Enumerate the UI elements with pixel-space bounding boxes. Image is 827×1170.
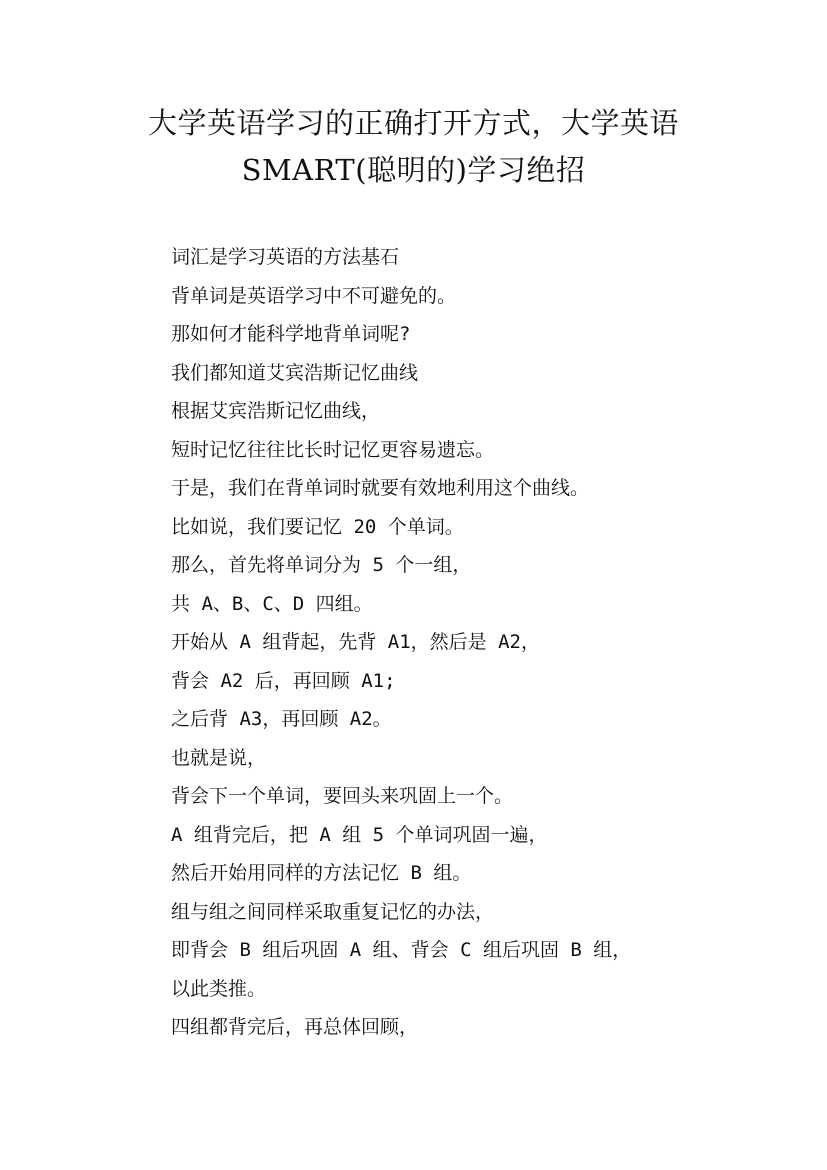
body-line: 短时记忆往往比长时记忆更容易遗忘。	[171, 438, 495, 461]
document-title	[40, 100, 787, 194]
body-line: 我们都知道艾宾浩斯记忆曲线	[171, 361, 419, 384]
document-body	[171, 238, 771, 1047]
body-line: 即背会 B 组后巩固 A 组、背会 C 组后巩固 B 组，	[171, 939, 632, 961]
body-line: 也就是说，	[171, 746, 267, 769]
body-line: 词汇是学习英语的方法基石	[171, 246, 400, 268]
body-line: 根据艾宾浩斯记忆曲线，	[171, 400, 381, 422]
body-line: 四组都背完后，再总体回顾，	[171, 1016, 419, 1038]
body-line: 组与组之间同样采取重复记忆的办法，	[171, 900, 495, 923]
body-line: 以此类推。	[171, 977, 267, 1000]
body-line: 那么，首先将单词分为 5 个一组，	[171, 554, 472, 576]
body-line: 于是，我们在背单词时就要有效地利用这个曲线。	[171, 477, 590, 499]
body-line: 开始从 A 组背起，先背 A1，然后是 A2，	[171, 631, 540, 653]
body-line: 背单词是英语学习中不可避免的。	[171, 284, 457, 307]
body-line: 背会下一个单词，要回头来巩固上一个。	[171, 785, 514, 807]
title-line-1: 大学英语学习的正确打开方式，大学英语	[147, 106, 679, 140]
title-line-2: SMART(聪明的)学习绝招	[241, 153, 586, 187]
body-line: 之后背 A3，再回顾 A2。	[171, 708, 392, 730]
body-line: 共 A、B、C、D 四组。	[171, 592, 373, 615]
body-line: 然后开始用同样的方法记忆 B 组。	[171, 862, 472, 884]
body-line: A 组背完后，把 A 组 5 个单词巩固一遍，	[171, 823, 548, 846]
body-line: 比如说，我们要记忆 20 个单词。	[171, 515, 464, 538]
body-line: 背会 A2 后，再回顾 A1;	[171, 669, 396, 692]
body-line: 那如何才能科学地背单词呢?	[171, 323, 411, 345]
